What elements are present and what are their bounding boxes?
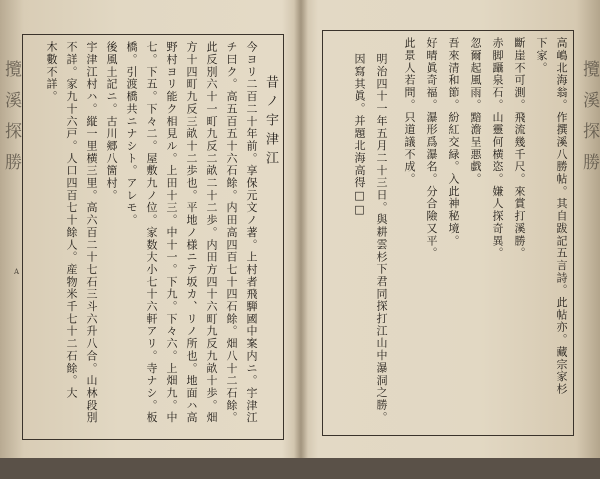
text-line: 下家。: [535, 37, 548, 75]
text-line: チ曰ク。高五百五十六石餘。内田高四百七十四石餘。畑八十二石餘。: [225, 41, 238, 424]
text-line: 後風土記ニ。古川郷八箇村。: [105, 41, 118, 202]
text-line: 木數不詳。: [45, 41, 58, 103]
signature-line: 因寫其眞。并題北海高得□□: [353, 53, 366, 218]
text-line: 七。下五。下々二。屋敷九ノ位。家数大小七十六軒アリ。寺ナシ。板: [145, 41, 158, 424]
poem-line: 斷崖不可測。飛流幾千尺。來賞打溪勝。: [513, 37, 526, 260]
right-edge-tab: 攬溪探勝: [579, 60, 599, 184]
right-page: [300, 0, 600, 458]
poem-line: 赤脚躡泉石。山靈何横恣。嫌人探奇異。: [491, 37, 504, 260]
date-line: 明治四十一年五月二十三日。與耕雲杉下君同探打江山中瀑洞之勝。: [375, 53, 388, 424]
left-edge-mark: A: [14, 268, 20, 276]
poem-line: 此景人若問。只道議不成。: [403, 37, 416, 186]
text-line: 橋。引渡橋共ニナシト。アレモ。: [125, 41, 138, 227]
text-line: 不詳。家九十六戸。人口四百七十餘人。産物米千七十二石餘。大: [65, 41, 78, 400]
text-line: 野村ヨリ能ク相見ル。上田十三。中十一。下九。下々六。上畑九。中: [165, 41, 178, 424]
text-line: 此反別六十一町九反二畝二十二歩。内田方四十六町九反九畝十歩。畑: [205, 41, 218, 424]
poem-line: 忽爾起風雨。黯澹呈悪戯。: [469, 37, 482, 186]
left-edge-tab: 攬溪探勝: [1, 60, 21, 184]
text-line: 高嶋北海翁。作撰溪八勝帖。其自跋記五言詩。此帖亦。藏宗家杉: [555, 37, 568, 396]
text-line: 今ヨリ二百二十年前。享保元文ノ著。上村者飛騨國中案内ニ。宇津江: [245, 41, 258, 424]
poem-line: 吾來清和節。紛紅交緑。入此神秘境。: [447, 37, 460, 247]
text-line: 方十四町九反三畝十二歩也。平地ノ様ニテ坂カ、リノ所也。地面ハ高: [185, 41, 198, 424]
right-page-frame: [322, 30, 574, 436]
left-page: [0, 0, 300, 458]
text-line: 宇津江村ハ。縦一里横三里。高六百二十七石三斗六升八合。山林段別: [85, 41, 98, 424]
left-page-frame: [22, 34, 284, 440]
poem-line: 好晴眞奇福。瀑形爲瀑名。分合險又平。: [425, 37, 438, 260]
section-title: 昔ノ宇津江: [263, 75, 278, 170]
